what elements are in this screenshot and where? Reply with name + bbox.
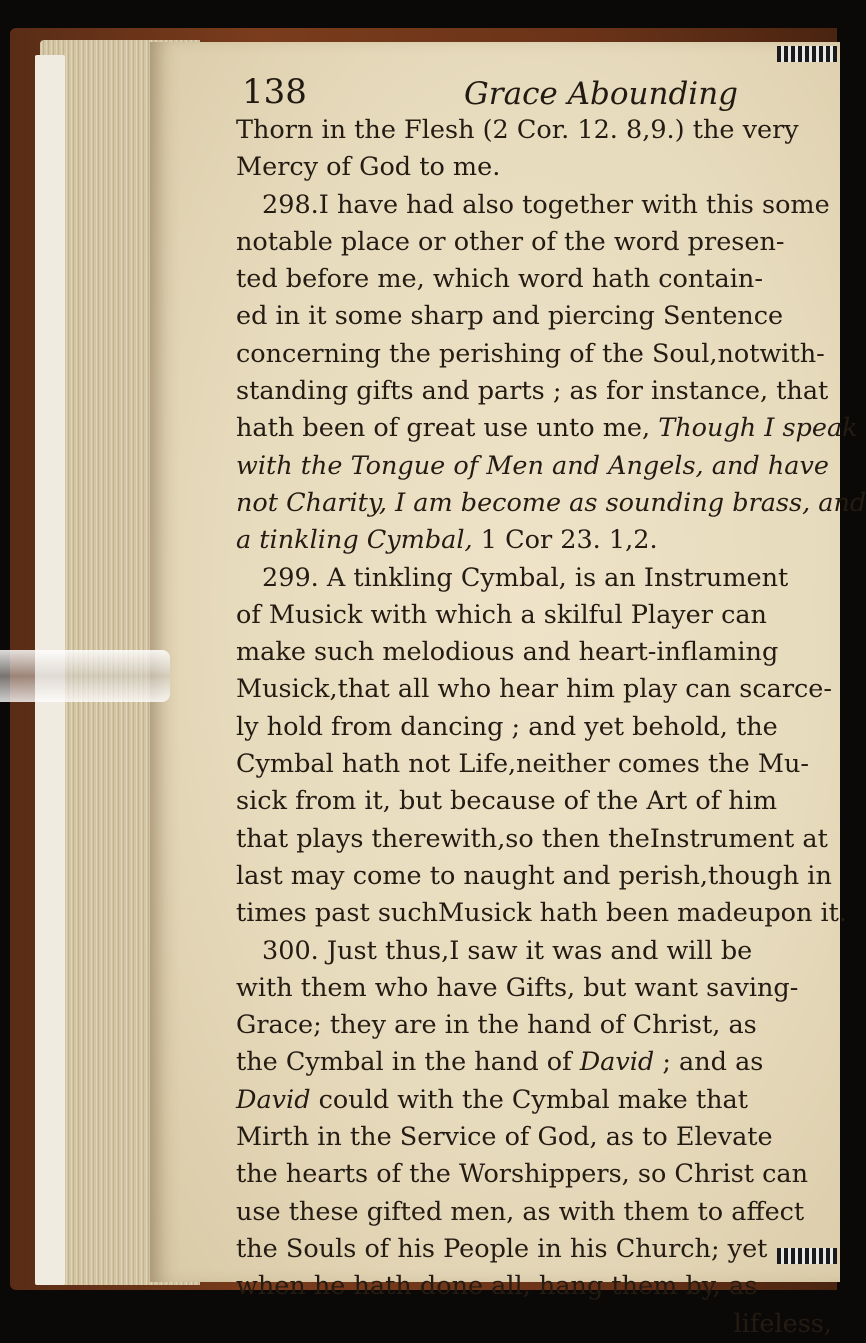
text-segment: ly hold from dancing ; and yet behold, the (236, 711, 778, 742)
text-segment: with the Tongue of Men and Angels, and have (236, 450, 829, 481)
text-segment: 299. A tinkling Cymbal, is an Instrument (262, 562, 789, 593)
text-line (236, 485, 866, 522)
text-line (236, 1007, 832, 1044)
page-text (236, 112, 866, 1343)
text-segment: hath been of great use unto me, (236, 413, 659, 444)
text-line (236, 224, 832, 261)
text-segment: with them who have Gifts, but want saving- (236, 972, 799, 1003)
text-line (236, 112, 832, 149)
text-segment: Musick,that all who hear him play can scarce- (236, 674, 833, 705)
text-segment: Grace; they are in the hand of Christ, as (236, 1010, 757, 1041)
text-line (236, 1306, 832, 1343)
text-line (236, 522, 832, 559)
text-segment: Mirth in the Service of God, as to Elevate (236, 1122, 773, 1153)
text-segment: the Souls of his People in his Church; yet (236, 1233, 768, 1264)
text-line (236, 261, 832, 298)
text-segment: Though I speak (658, 413, 858, 444)
text-segment: David (579, 1047, 655, 1078)
text-line (236, 858, 832, 895)
text-segment: use these gifted men, as with them to affect (236, 1196, 805, 1227)
text-segment: times past suchMusick hath been madeupon it. (236, 898, 848, 929)
text-line (236, 560, 832, 597)
text-line (236, 1082, 832, 1119)
text-line (236, 298, 832, 335)
text-segment: David (236, 1084, 311, 1115)
text-segment: Thorn in the Flesh (2 Cor. 12. 8,9.) the very (236, 115, 799, 145)
text-line (236, 1119, 832, 1156)
text-line (236, 410, 858, 447)
text-segment: 298.I have had also together with this some (262, 189, 830, 220)
text-segment: not Charity, I am become as sounding brass, and (236, 487, 866, 518)
text-segment: make such melodious and heart-inflaming (236, 637, 779, 668)
text-segment: the Cymbal in the hand of (236, 1047, 580, 1078)
text-segment: Mercy of God to me. (236, 152, 501, 183)
text-segment: concerning the perishing of the Soul,notwith- (236, 338, 825, 369)
text-line (236, 336, 832, 373)
text-line (236, 187, 832, 224)
text-segment: notable place or other of the word presen- (236, 226, 785, 257)
text-segment: 1 Cor 23. 1,2. (472, 525, 658, 556)
text-line (236, 671, 832, 708)
text-line (236, 634, 832, 671)
text-line (236, 783, 832, 820)
text-segment: ; and as (654, 1047, 764, 1078)
text-segment: 300. Just thus,I saw it was and will be (262, 935, 753, 966)
text-line (236, 933, 832, 970)
text-line (236, 709, 832, 746)
text-segment: the hearts of the Worshippers, so Christ can (236, 1159, 809, 1190)
text-segment: of Musick with which a skilful Player can (236, 599, 767, 630)
text-line (236, 1268, 832, 1305)
text-segment: Cymbal hath not Life,neither comes the Mu- (236, 749, 809, 780)
text-line (236, 373, 832, 410)
text-segment: ed in it some sharp and piercing Sentence (236, 301, 784, 332)
color-calibration-strip-top (777, 46, 837, 62)
text-line (236, 895, 848, 932)
running-title: Grace Abounding (464, 76, 739, 112)
text-line (236, 1194, 832, 1231)
text-line (236, 821, 832, 858)
text-segment: a tinkling Cymbal, (236, 525, 473, 556)
text-segment: ted before me, which word hath contain- (236, 264, 763, 295)
page-clip (0, 650, 170, 702)
text-line (236, 1044, 832, 1081)
text-line (236, 448, 832, 485)
text-line (236, 149, 832, 186)
text-segment: sick from it, but because of the Art of him (236, 786, 778, 817)
text-segment: could with the Cymbal make that (310, 1084, 748, 1115)
text-line (236, 1231, 832, 1268)
page-number: 138 (242, 72, 307, 112)
text-line (236, 1156, 832, 1193)
text-line (236, 597, 832, 634)
text-segment: last may come to naught and perish,though in (236, 860, 832, 891)
text-segment: when he hath done all, hang them by, as (236, 1271, 758, 1302)
text-segment: standing gifts and parts ; as for instance, that (236, 376, 829, 407)
text-segment: that plays therewith,so then theInstrument at (236, 823, 828, 854)
text-segment: lifeless, (733, 1308, 832, 1339)
text-line (236, 746, 832, 783)
text-line (236, 970, 832, 1007)
